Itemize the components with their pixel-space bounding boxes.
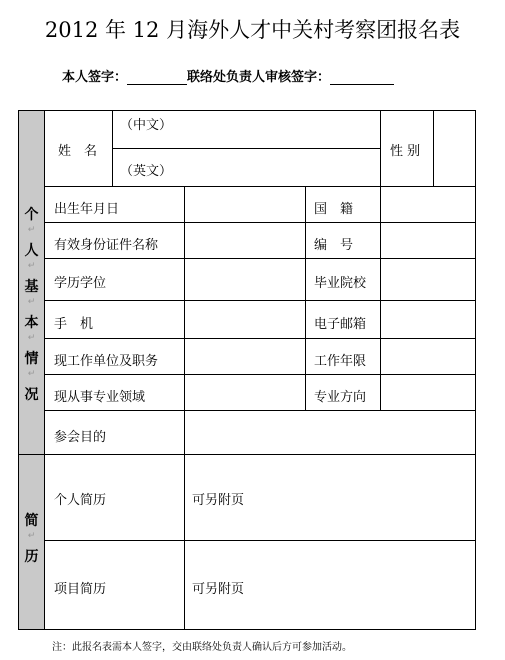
table-rule xyxy=(380,186,381,410)
name-chinese-hint: （中文） xyxy=(120,118,173,133)
table-rule xyxy=(380,110,381,186)
name-english-hint: （英文） xyxy=(120,164,173,179)
id-number-label: 编 号 xyxy=(314,238,354,253)
gender-label: 性 别 xyxy=(390,144,421,159)
personal-resume-label: 个人简历 xyxy=(54,493,107,508)
work-years-label: 工作年限 xyxy=(314,354,367,369)
table-rule xyxy=(45,410,476,411)
approver-signature-field[interactable] xyxy=(330,70,394,85)
name-label: 姓 名 xyxy=(58,144,98,159)
signature-label: 本人签字： xyxy=(62,70,128,85)
form-title: 2012 年 12 月海外人才中关村考察团报名表 xyxy=(44,18,461,42)
table-rule xyxy=(112,110,113,186)
employer-label: 现工作单位及职务 xyxy=(54,354,159,369)
table-rule xyxy=(45,186,476,187)
field-label: 现从事专业领域 xyxy=(54,390,146,405)
approver-label: 联络处负责人审核签字： xyxy=(187,70,331,85)
table-rule xyxy=(45,374,476,375)
footer-note: 注：此报名表需本人签字，交由联络处负责人确认后方可参加活动。 xyxy=(52,642,352,653)
section-label-resume: 简 ↵ 历 xyxy=(24,513,39,565)
table-rule xyxy=(433,110,434,186)
table-rule xyxy=(18,454,476,455)
signature-line xyxy=(62,66,394,85)
purpose-label: 参会目的 xyxy=(54,430,107,445)
table-rule xyxy=(45,540,476,541)
school-label: 毕业院校 xyxy=(314,276,367,291)
project-resume-label: 项目简历 xyxy=(54,582,107,597)
mobile-label: 手 机 xyxy=(54,317,94,332)
specialty-label: 专业方向 xyxy=(314,390,367,405)
birthdate-label: 出生年月日 xyxy=(54,202,120,217)
table-rule xyxy=(184,186,185,630)
personal-resume-note: 可另附页 xyxy=(192,493,245,508)
table-rule xyxy=(45,338,476,339)
table-rule xyxy=(45,222,476,223)
section-label-personal-info: 个 ↵ 人 ↵ 基 ↵ 本 ↵ 情 ↵ 况 xyxy=(24,207,39,403)
signature-field[interactable] xyxy=(127,70,187,85)
nationality-label: 国 籍 xyxy=(314,202,354,217)
table-rule xyxy=(112,148,380,149)
table-rule xyxy=(305,186,306,410)
project-resume-note: 可另附页 xyxy=(192,582,245,597)
degree-label: 学历学位 xyxy=(54,276,107,291)
email-label: 电子邮箱 xyxy=(314,317,367,332)
id-document-label: 有效身份证件名称 xyxy=(54,238,159,253)
table-rule xyxy=(45,258,476,259)
table-rule xyxy=(45,300,476,301)
registration-table xyxy=(18,110,476,630)
